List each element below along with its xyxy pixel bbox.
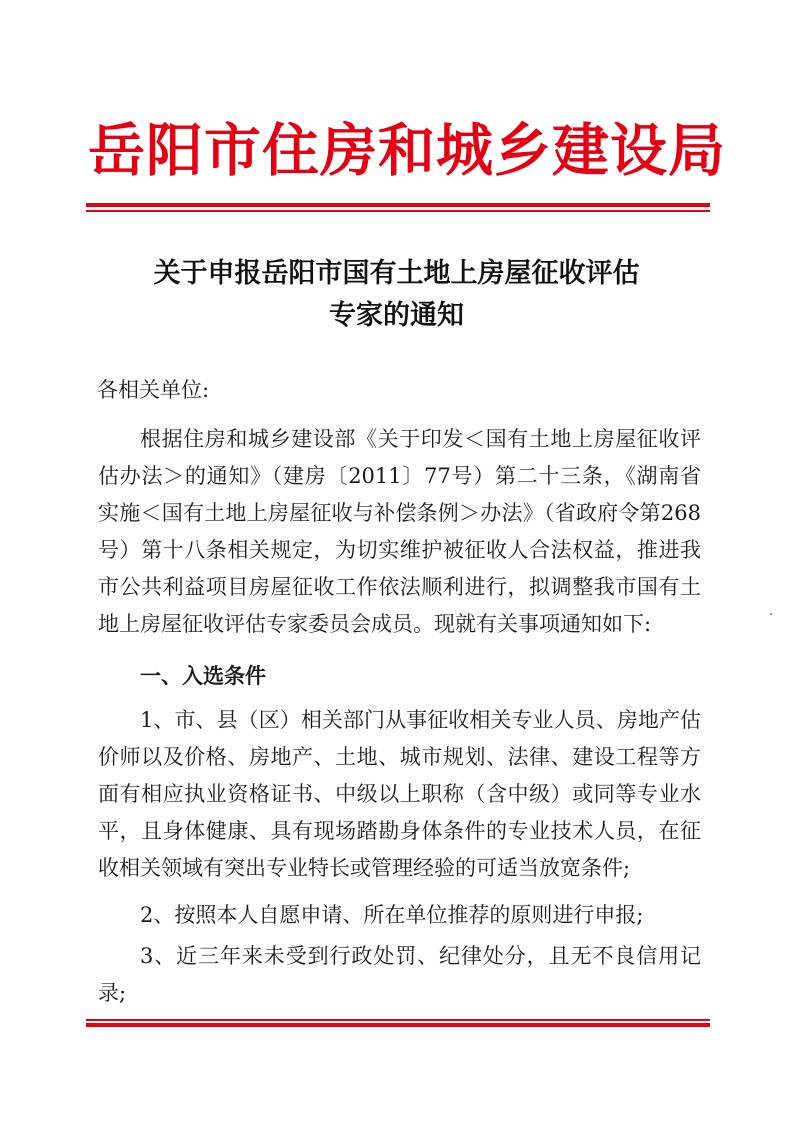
red-rule-top-thin <box>86 210 710 212</box>
scan-speck <box>770 613 772 615</box>
document-title-line-1: 关于申报岳阳市国有土地上房屋征收评估 <box>153 258 640 289</box>
section-heading-selection-criteria: 一、入选条件 <box>140 664 266 688</box>
letterhead-title: 岳阳市住房和城乡建设局 <box>88 118 726 184</box>
criteria-item-1: 1、市、县（区）相关部门从事征收相关专业人员、房地产估价师以及价格、房地产、土地、城市规划、法律、建设工程等方面有相应执业资格证书、中级以上职称（含中级）或同等专业水平，且身体健康、具有现场踏勘身体条件的专业技术人员，在征收相关领域有突出专业特长或管理经验的可适当放宽条件; <box>98 708 701 880</box>
criteria-item-2: 2、按照本人自愿申请、所在单位推荐的原则进行申报; <box>140 903 644 927</box>
red-rule-bottom-thin <box>86 1019 710 1021</box>
document-title-line-2: 专家的通知 <box>329 300 464 331</box>
red-rule-top-thick <box>86 203 710 207</box>
criteria-item-3: 3、近三年来未受到行政处罚、纪律处分，且无不良信用记录; <box>98 944 701 1005</box>
salutation: 各相关单位: <box>97 378 210 402</box>
intro-paragraph: 根据住房和城乡建设部《关于印发＜国有土地上房屋征收评估办法＞的通知》（建房〔2011〕77号）第二十三条，《湖南省实施＜国有土地上房屋征收与补偿条例＞办法》（省政府令第268号）第十八条相关规定，为切实维护被征收人合法权益，推进我市公共利益项目房屋征收工作依法顺利进行，拟调整我市国有土地上房屋征收评估专家委员会成员。现就有关事项通知如下: <box>98 427 701 636</box>
red-rule-bottom-thick <box>86 1023 710 1027</box>
